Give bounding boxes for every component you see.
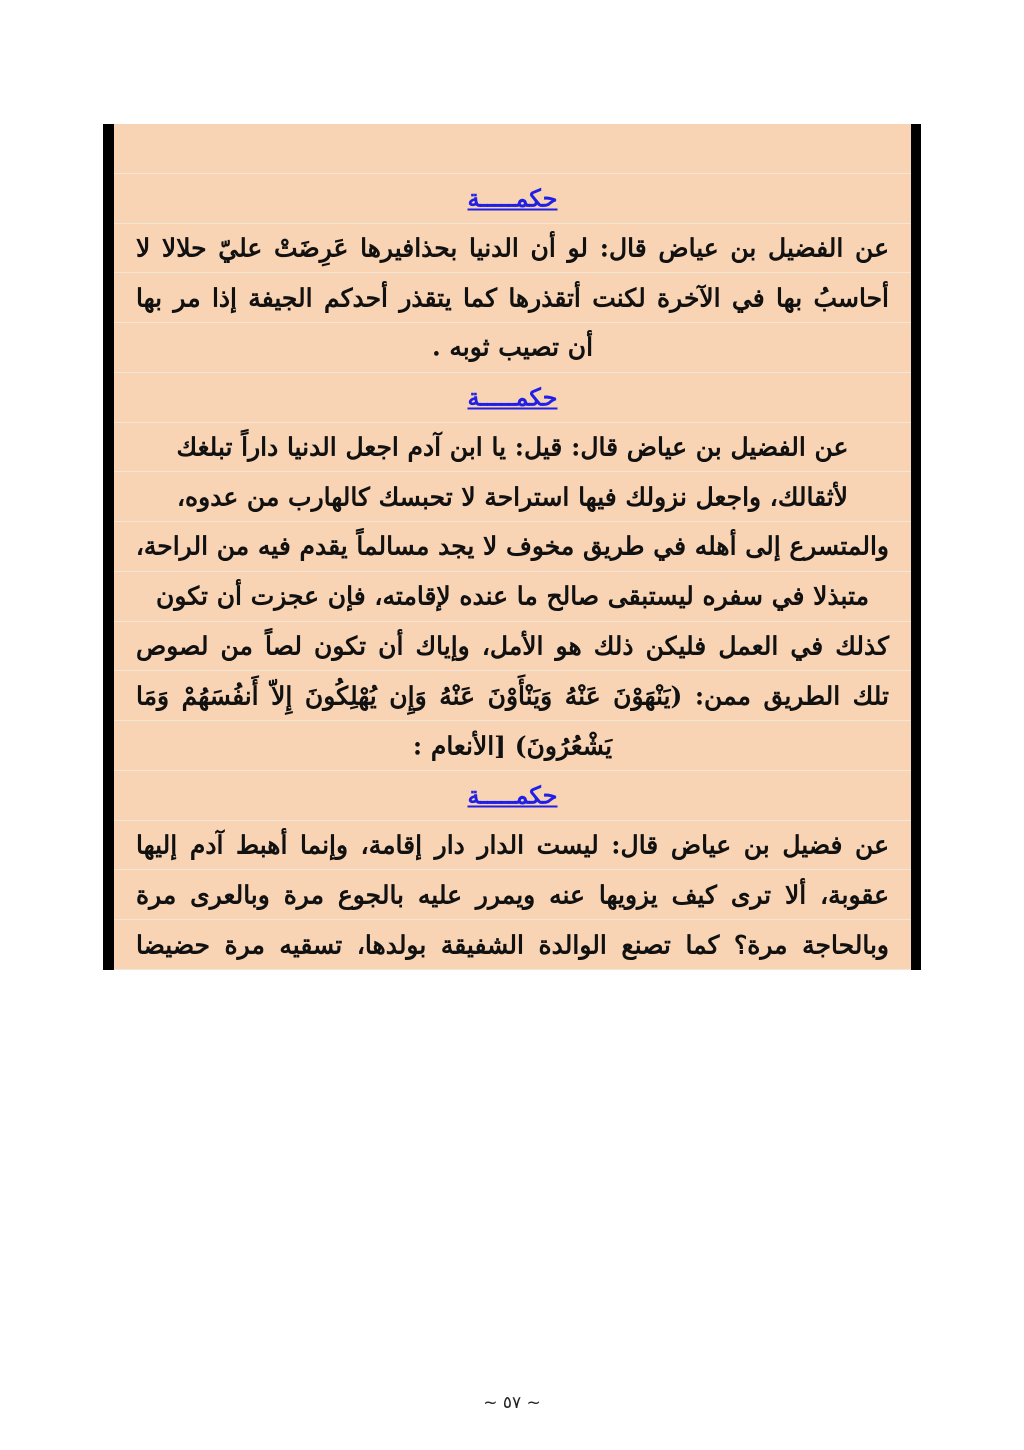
text-line-content: أحاسبُ بها في الآخرة لكنت أتقذرها كما يتقذر أحدكم الجيفة إذا مر بها [136, 283, 889, 313]
section-heading-text[interactable]: حكمـــــة [467, 183, 558, 213]
page-number: ~ ٥٧ ~ [483, 1393, 541, 1413]
text-line-content: عن فضيل بن عياض قال: ليست الدار دار إقامة، وإنما أهبط آدم إليها [136, 830, 889, 860]
text-line-content: عن الفضيل بن عياض قال: قيل: يا ابن آدم اجعل الدنيا داراً تبلغك [176, 432, 849, 462]
text-line-content: لأثقالك، واجعل نزولك فيها استراحة لا تحبسك كالهارب من عدوه، [176, 482, 849, 512]
text-panel-overlay [103, 124, 921, 970]
text-line-content: أن تصيب ثوبه . [431, 332, 594, 362]
text-line-content: والمتسرع إلى أهله في طريق مخوف لا يجد مسالماً يقدم فيه من الراحة، [135, 531, 889, 561]
text-line-content: متبذلا في سفره ليستبقى صالح ما عنده لإقامته، فإن عجزت أن تكون [155, 581, 870, 611]
text-line-content: وبالحاجة مرة؟ كما تصنع الوالدة الشفيقة بولدها، تسقيه مرة حضيضا [136, 930, 889, 960]
text-line-content: عقوبة، ألا ترى كيف يزويها عنه ويمرر عليه بالجوع مرة وبالعرى مرة [136, 880, 889, 910]
text-line-content: كذلك في العمل فليكن ذلك هو الأمل، وإياك أن تكون لصاً من لصوص [136, 631, 889, 661]
text-line-content: يَشْعُرُونَ) [الأنعام : [412, 731, 613, 761]
section-heading-text[interactable]: حكمـــــة [467, 382, 558, 412]
text-line-content: عن الفضيل بن عياض قال: لو أن الدنيا بحذافيرها عَرِضَتْ عليّ حلالا لا [136, 233, 889, 263]
text-line-content: تلك الطريق ممن: (يَنْهَوْنَ عَنْهُ وَيَنْأَوْنَ عَنْهُ وَإِن يُهْلِكُونَ إِلاّ أَنفُسَهُمْ وَمَا [136, 681, 889, 711]
section-heading-text[interactable]: حكمـــــة [467, 780, 558, 810]
